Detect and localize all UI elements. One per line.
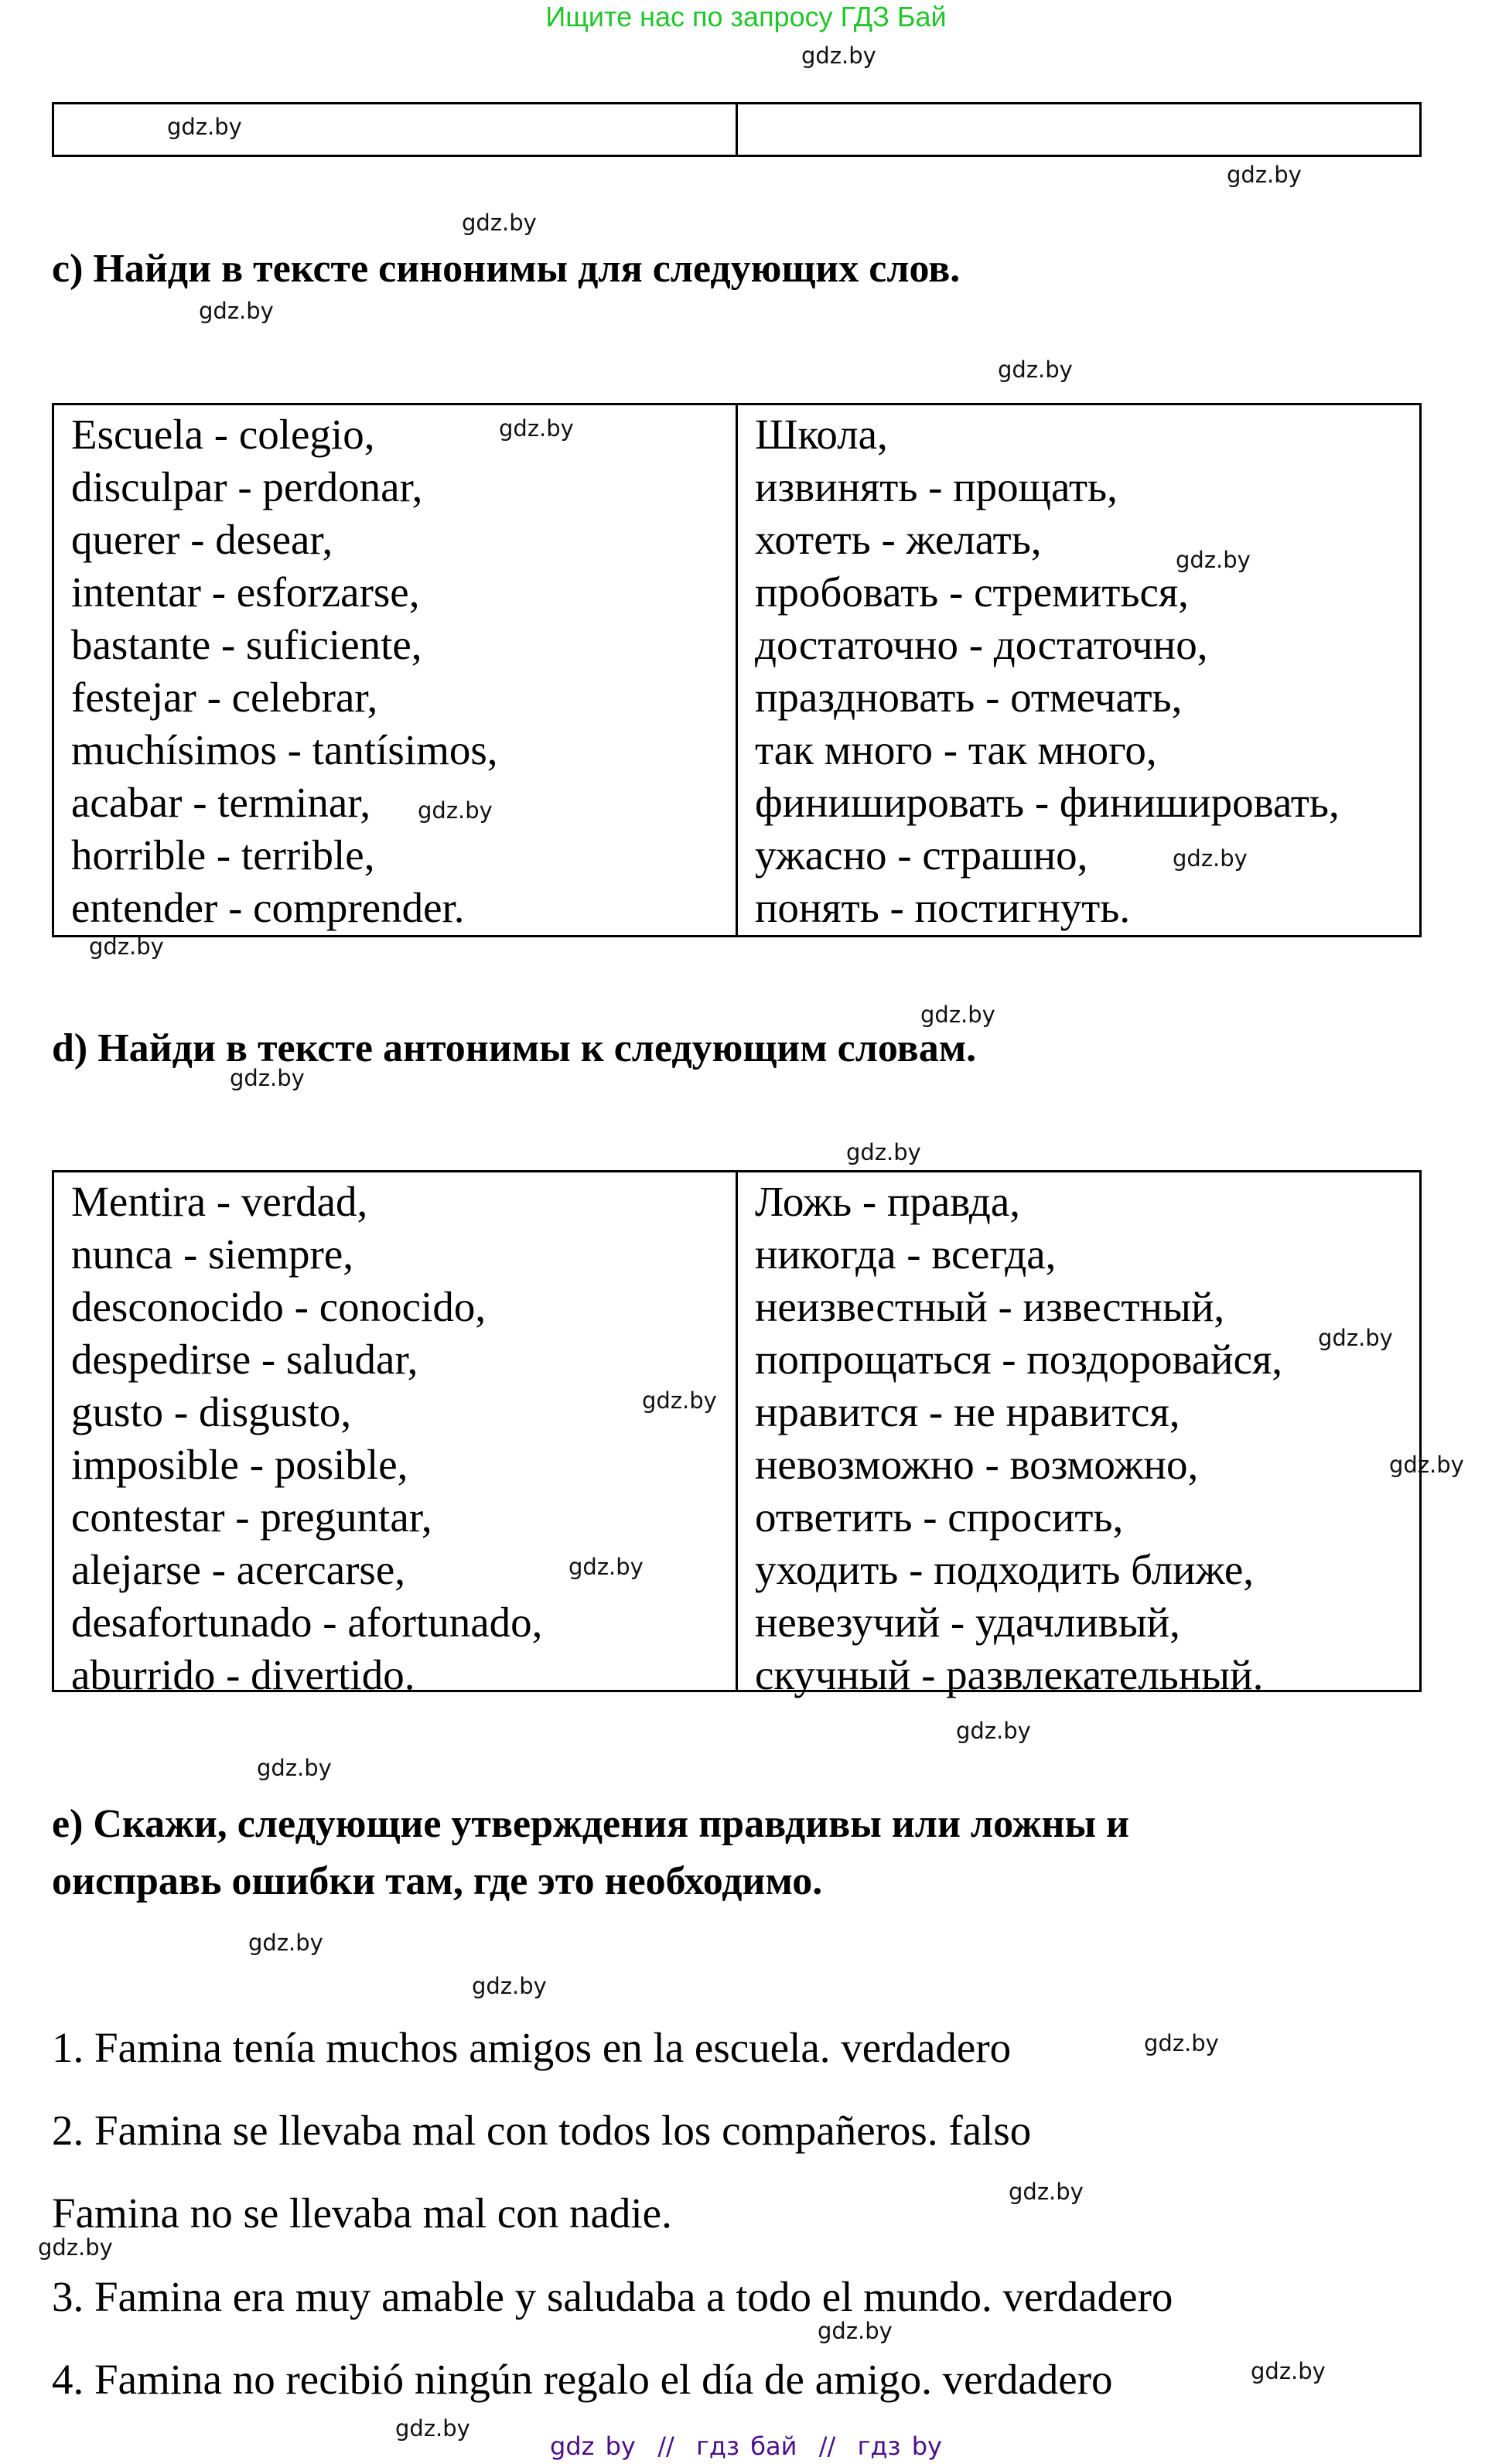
synonym-translation: Школа, — [755, 411, 888, 458]
antonyms-spanish-column — [54, 1172, 738, 1698]
synonym-translation: ужасно - страшно, — [755, 831, 1088, 879]
watermark: gdz.by — [257, 1755, 332, 1781]
watermark: gdz.by — [642, 1387, 717, 1414]
synonym-pair: muchísimos - tantísimos, — [71, 726, 498, 773]
synonym-translation: пробовать - стремиться, — [755, 568, 1189, 616]
antonym-pair: despedirse - saludar, — [71, 1336, 418, 1383]
synonyms-spanish-column — [54, 405, 738, 935]
synonym-translation: хотеть - желать, — [755, 516, 1042, 563]
antonyms-table — [52, 1170, 1422, 1698]
synonym-pair: disculpar - perdonar, — [71, 463, 423, 510]
synonym-pair: entender - comprender. — [71, 884, 465, 931]
synonym-translation: так много - так много, — [755, 726, 1157, 773]
watermark: gdz.by — [230, 1065, 305, 1091]
search-banner: Ищите нас по запросу ГДЗ Бай — [545, 1, 947, 32]
watermark: gdz.by — [920, 1002, 995, 1028]
antonym-pair: Mentira - verdad, — [71, 1178, 368, 1225]
top-table-left-cell — [54, 104, 738, 155]
antonym-translation: скучный - развлекательный. — [755, 1651, 1264, 1698]
watermark: gdz.by — [89, 933, 164, 960]
synonym-pair: acabar - terminar, — [71, 779, 371, 826]
watermark: gdz.by — [818, 2318, 893, 2344]
top-table-right-cell — [738, 104, 1419, 155]
statement-3: 3. Famina era muy amable y saludaba a todo el mundo. verdadero — [52, 2273, 1173, 2320]
statement-2-correction: Famina no se llevaba mal con nadie. — [52, 2189, 672, 2237]
synonym-translation: финишировать - финишировать, — [755, 779, 1340, 826]
watermark: gdz.by — [395, 2415, 470, 2442]
antonym-translation: уходить - подходить ближе, — [755, 1546, 1255, 1593]
antonym-translation: попрощаться - поздоровайся, — [755, 1336, 1283, 1383]
watermark: gdz.by — [167, 114, 242, 140]
statement-4: 4. Famina no recibió ningún regalo el día de amigo. verdadero — [52, 2356, 1113, 2403]
footer-links[interactable]: gdz by // гдз бай // гдз by — [550, 2432, 942, 2461]
watermark: gdz.by — [1009, 2179, 1084, 2205]
antonym-pair: desafortunado - afortunado, — [71, 1599, 543, 1646]
statement-2: 2. Famina se llevaba mal con todos los compañeros. falso — [52, 2107, 1032, 2154]
antonyms-russian-column — [738, 1172, 1419, 1698]
watermark: gdz.by — [1227, 162, 1302, 188]
watermark: gdz.by — [472, 1973, 547, 1999]
watermark: gdz.by — [1173, 845, 1248, 872]
synonym-translation: понять - постигнуть. — [755, 884, 1131, 931]
watermark: gdz.by — [1389, 1452, 1464, 1478]
watermark: gdz.by — [846, 1139, 921, 1165]
antonym-translation: нравится - не нравится, — [755, 1388, 1180, 1435]
watermark: gdz.by — [956, 1718, 1031, 1744]
synonym-pair: querer - desear, — [71, 516, 333, 563]
synonym-pair: intentar - esforzarse, — [71, 568, 420, 616]
statement-1: 1. Famina tenía muchos amigos en la escuela. verdadero — [52, 2024, 1012, 2071]
antonym-translation: неизвестный - известный, — [755, 1283, 1225, 1330]
watermark: gdz.by — [801, 43, 876, 69]
antonym-translation: Ложь - правда, — [755, 1178, 1021, 1225]
antonym-pair: aburrido - divertido. — [71, 1651, 415, 1698]
synonym-translation: извинять - прощать, — [755, 463, 1118, 510]
top-table — [52, 102, 1422, 157]
synonyms-russian-column — [738, 405, 1419, 935]
antonym-translation: никогда - всегда, — [755, 1230, 1057, 1278]
antonym-pair: contestar - preguntar, — [71, 1493, 432, 1541]
antonym-translation: невезучий - удачливый, — [755, 1599, 1180, 1646]
synonym-pair: horrible - terrible, — [71, 831, 375, 879]
antonym-pair: nunca - siempre, — [71, 1230, 353, 1278]
antonym-pair: desconocido - conocido, — [71, 1283, 487, 1330]
synonym-pair: festejar - celebrar, — [71, 674, 378, 721]
watermark: gdz.by — [418, 797, 493, 824]
synonym-pair: bastante - suficiente, — [71, 621, 422, 668]
antonym-pair: gusto - disgusto, — [71, 1388, 352, 1435]
synonym-translation: праздновать - отмечать, — [755, 674, 1183, 721]
watermark: gdz.by — [1251, 2358, 1326, 2384]
watermark: gdz.by — [1176, 547, 1251, 573]
watermark: gdz.by — [568, 1554, 644, 1580]
section-c-heading: c) Найди в тексте синонимы для следующих слов. — [52, 247, 961, 291]
section-e-heading-line1: e) Скажи, следующие утверждения правдивы или ложны и — [52, 1802, 1130, 1846]
watermark: gdz.by — [1318, 1325, 1393, 1351]
section-e-heading-line2: оисправь ошибки там, где это необходимо. — [52, 1859, 823, 1903]
watermark: gdz.by — [998, 357, 1073, 383]
antonym-pair: alejarse - acercarse, — [71, 1546, 405, 1593]
antonym-translation: невозможно - возможно, — [755, 1441, 1199, 1488]
watermark: gdz.by — [248, 1930, 323, 1956]
watermark: gdz.by — [1144, 2030, 1219, 2056]
synonym-translation: достаточно - достаточно, — [755, 621, 1208, 668]
antonym-pair: imposible - posible, — [71, 1441, 408, 1488]
antonym-translation: ответить - спросить, — [755, 1493, 1124, 1541]
watermark: gdz.by — [199, 298, 274, 324]
watermark: gdz.by — [462, 210, 537, 236]
section-d-heading: d) Найди в тексте антонимы к следующим словам. — [52, 1026, 977, 1070]
watermark: gdz.by — [38, 2234, 113, 2261]
watermark: gdz.by — [499, 415, 574, 442]
synonym-pair: Escuela - colegio, — [71, 411, 375, 458]
